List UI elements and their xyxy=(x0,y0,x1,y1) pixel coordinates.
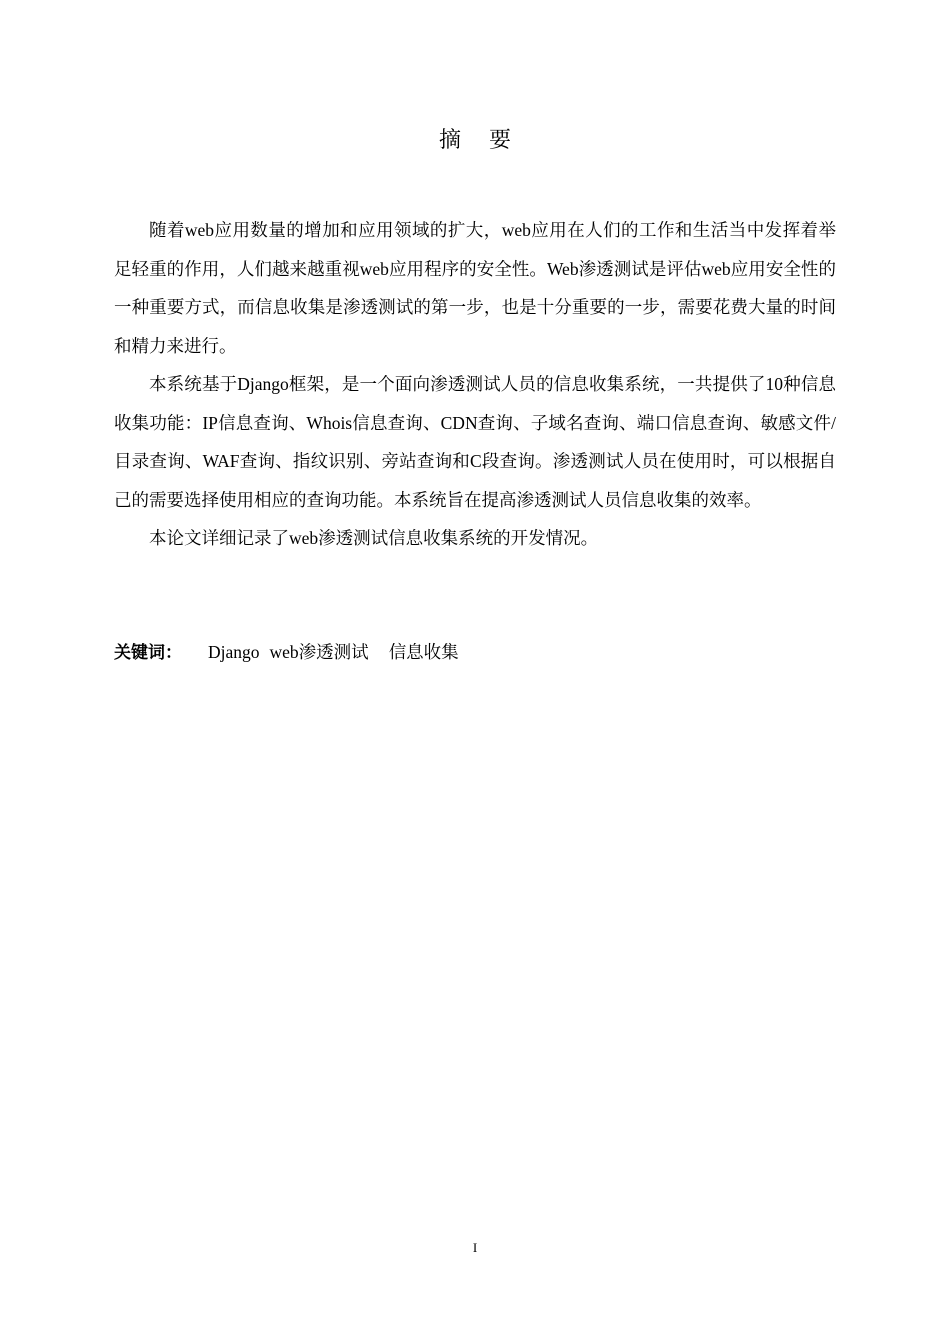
abstract-paragraph-1: 随着web应用数量的增加和应用领域的扩大，web应用在人们的工作和生活当中发挥着举足轻重的作用，人们越来越重视web应用程序的安全性。Web渗透测试是评估web应用安全性的一种重要方式，而信息收集是渗透测试的第一步，也是十分重要的一步，需要花费大量的时间和精力来进行。 xyxy=(114,220,836,356)
abstract-paragraph-2: 本系统基于Django框架，是一个面向渗透测试人员的信息收集系统，一共提供了10种信息收集功能：IP信息查询、Whois信息查询、CDN查询、子域名查询、端口信息查询、敏感文件/目录查询、WAF查询、指纹识别、旁站查询和C段查询。渗透测试人员在使用时，可以根据自己的需要选择使用相应的查询功能。本系统旨在提高渗透测试人员信息收集的效率。 xyxy=(114,374,836,510)
keywords-label: 关键词： xyxy=(114,643,182,663)
page-number: I xyxy=(472,1240,478,1255)
abstract-title: 摘要 xyxy=(438,127,539,152)
keyword-item: web渗透测试 xyxy=(269,642,369,662)
keywords-line xyxy=(114,633,459,672)
keyword-item: Django xyxy=(208,642,260,662)
abstract-body xyxy=(114,211,836,558)
keyword-item: 信息收集 xyxy=(388,642,459,662)
abstract-paragraph-3: 本论文详细记录了web渗透测试信息收集系统的开发情况。 xyxy=(149,528,599,548)
